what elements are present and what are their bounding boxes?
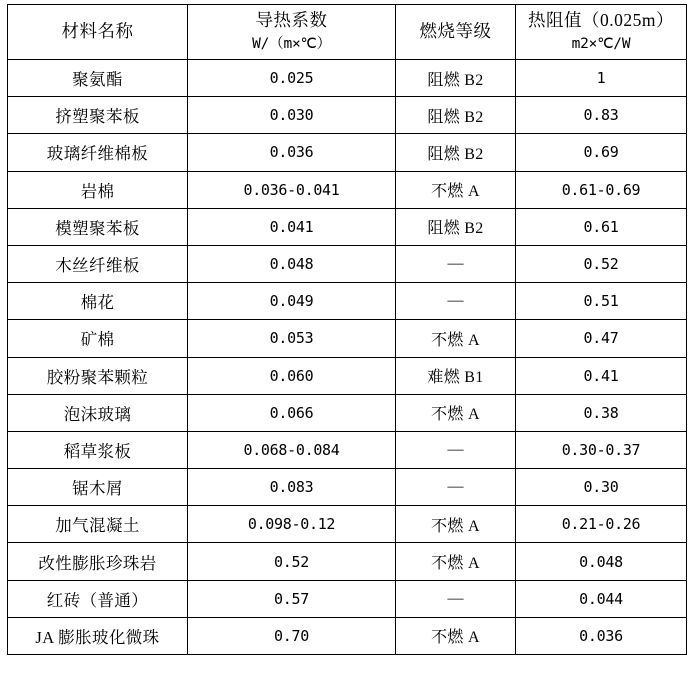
document-page xyxy=(0,4,693,686)
table-body xyxy=(8,60,687,655)
cell-material-name: 锯木屑 xyxy=(8,469,188,506)
cell-thermal-conductivity: 0.068-0.084 xyxy=(188,431,396,468)
cell-thermal-resistance: 0.30 xyxy=(516,469,687,506)
cell-thermal-conductivity: 0.041 xyxy=(188,208,396,245)
cell-material-name: 木丝纤维板 xyxy=(8,245,188,282)
table-header xyxy=(8,5,687,60)
cell-burning-grade: 阻燃 B2 xyxy=(396,134,516,171)
cell-material-name: 模塑聚苯板 xyxy=(8,208,188,245)
cell-material-name: 泡沫玻璃 xyxy=(8,394,188,431)
table-row xyxy=(8,617,687,654)
table-row xyxy=(8,394,687,431)
table-row xyxy=(8,543,687,580)
cell-thermal-conductivity: 0.066 xyxy=(188,394,396,431)
table-row xyxy=(8,580,687,617)
cell-material-name: 聚氨酯 xyxy=(8,60,188,97)
cell-burning-grade: — xyxy=(396,245,516,282)
cell-material-name: 稻草浆板 xyxy=(8,431,188,468)
cell-thermal-conductivity: 0.70 xyxy=(188,617,396,654)
table-row xyxy=(8,506,687,543)
cell-burning-grade: 阻燃 B2 xyxy=(396,208,516,245)
cell-material-name: 胶粉聚苯颗粒 xyxy=(8,357,188,394)
cell-thermal-conductivity: 0.57 xyxy=(188,580,396,617)
cell-material-name: 改性膨胀珍珠岩 xyxy=(8,543,188,580)
table-row xyxy=(8,283,687,320)
material-properties-table xyxy=(7,4,687,655)
cell-material-name: 玻璃纤维棉板 xyxy=(8,134,188,171)
cell-thermal-conductivity: 0.036-0.041 xyxy=(188,171,396,208)
cell-thermal-resistance: 0.61 xyxy=(516,208,687,245)
cell-burning-grade: — xyxy=(396,283,516,320)
cell-thermal-resistance: 0.036 xyxy=(516,617,687,654)
cell-thermal-conductivity: 0.048 xyxy=(188,245,396,282)
cell-thermal-resistance: 0.51 xyxy=(516,283,687,320)
cell-thermal-conductivity: 0.053 xyxy=(188,320,396,357)
table-row xyxy=(8,245,687,282)
cell-burning-grade: 不燃 A xyxy=(396,543,516,580)
cell-material-name: 岩棉 xyxy=(8,171,188,208)
column-header-burning-grade: 燃烧等级 xyxy=(396,5,516,60)
cell-burning-grade: 不燃 A xyxy=(396,320,516,357)
cell-thermal-conductivity: 0.060 xyxy=(188,357,396,394)
cell-burning-grade: 不燃 A xyxy=(396,394,516,431)
cell-thermal-resistance: 0.83 xyxy=(516,97,687,134)
cell-thermal-resistance: 0.21-0.26 xyxy=(516,506,687,543)
cell-thermal-conductivity: 0.049 xyxy=(188,283,396,320)
cell-thermal-resistance: 0.61-0.69 xyxy=(516,171,687,208)
column-header-thermal-conductivity: 导热系数 W/（m×℃） xyxy=(188,5,396,60)
cell-burning-grade: 难燃 B1 xyxy=(396,357,516,394)
cell-thermal-resistance: 0.47 xyxy=(516,320,687,357)
cell-material-name: JA 膨胀玻化微珠 xyxy=(8,617,188,654)
cell-burning-grade: 不燃 A xyxy=(396,506,516,543)
table-row xyxy=(8,134,687,171)
cell-thermal-conductivity: 0.030 xyxy=(188,97,396,134)
cell-thermal-resistance: 0.30-0.37 xyxy=(516,431,687,468)
cell-burning-grade: — xyxy=(396,431,516,468)
cell-thermal-resistance: 0.69 xyxy=(516,134,687,171)
cell-material-name: 红砖（普通） xyxy=(8,580,188,617)
cell-thermal-resistance: 0.41 xyxy=(516,357,687,394)
cell-burning-grade: 阻燃 B2 xyxy=(396,97,516,134)
cell-burning-grade: 阻燃 B2 xyxy=(396,60,516,97)
table-row xyxy=(8,357,687,394)
table-row xyxy=(8,97,687,134)
cell-thermal-conductivity: 0.036 xyxy=(188,134,396,171)
cell-thermal-resistance: 0.52 xyxy=(516,245,687,282)
table-header-row xyxy=(8,5,687,60)
cell-material-name: 棉花 xyxy=(8,283,188,320)
table-row xyxy=(8,431,687,468)
cell-thermal-resistance: 0.38 xyxy=(516,394,687,431)
table-row xyxy=(8,469,687,506)
cell-thermal-resistance: 1 xyxy=(516,60,687,97)
column-header-thermal-resistance: 热阻值（0.025m） m2×℃/W xyxy=(516,5,687,60)
cell-burning-grade: — xyxy=(396,469,516,506)
cell-material-name: 挤塑聚苯板 xyxy=(8,97,188,134)
table-row xyxy=(8,320,687,357)
cell-burning-grade: — xyxy=(396,580,516,617)
table-row xyxy=(8,60,687,97)
cell-thermal-resistance: 0.044 xyxy=(516,580,687,617)
table-row xyxy=(8,171,687,208)
cell-thermal-conductivity: 0.025 xyxy=(188,60,396,97)
table-row xyxy=(8,208,687,245)
cell-thermal-conductivity: 0.083 xyxy=(188,469,396,506)
column-header-material-name: 材料名称 xyxy=(8,5,188,60)
cell-burning-grade: 不燃 A xyxy=(396,171,516,208)
cell-thermal-resistance: 0.048 xyxy=(516,543,687,580)
cell-thermal-conductivity: 0.52 xyxy=(188,543,396,580)
cell-material-name: 加气混凝土 xyxy=(8,506,188,543)
cell-burning-grade: 不燃 A xyxy=(396,617,516,654)
cell-thermal-conductivity: 0.098-0.12 xyxy=(188,506,396,543)
cell-material-name: 矿棉 xyxy=(8,320,188,357)
